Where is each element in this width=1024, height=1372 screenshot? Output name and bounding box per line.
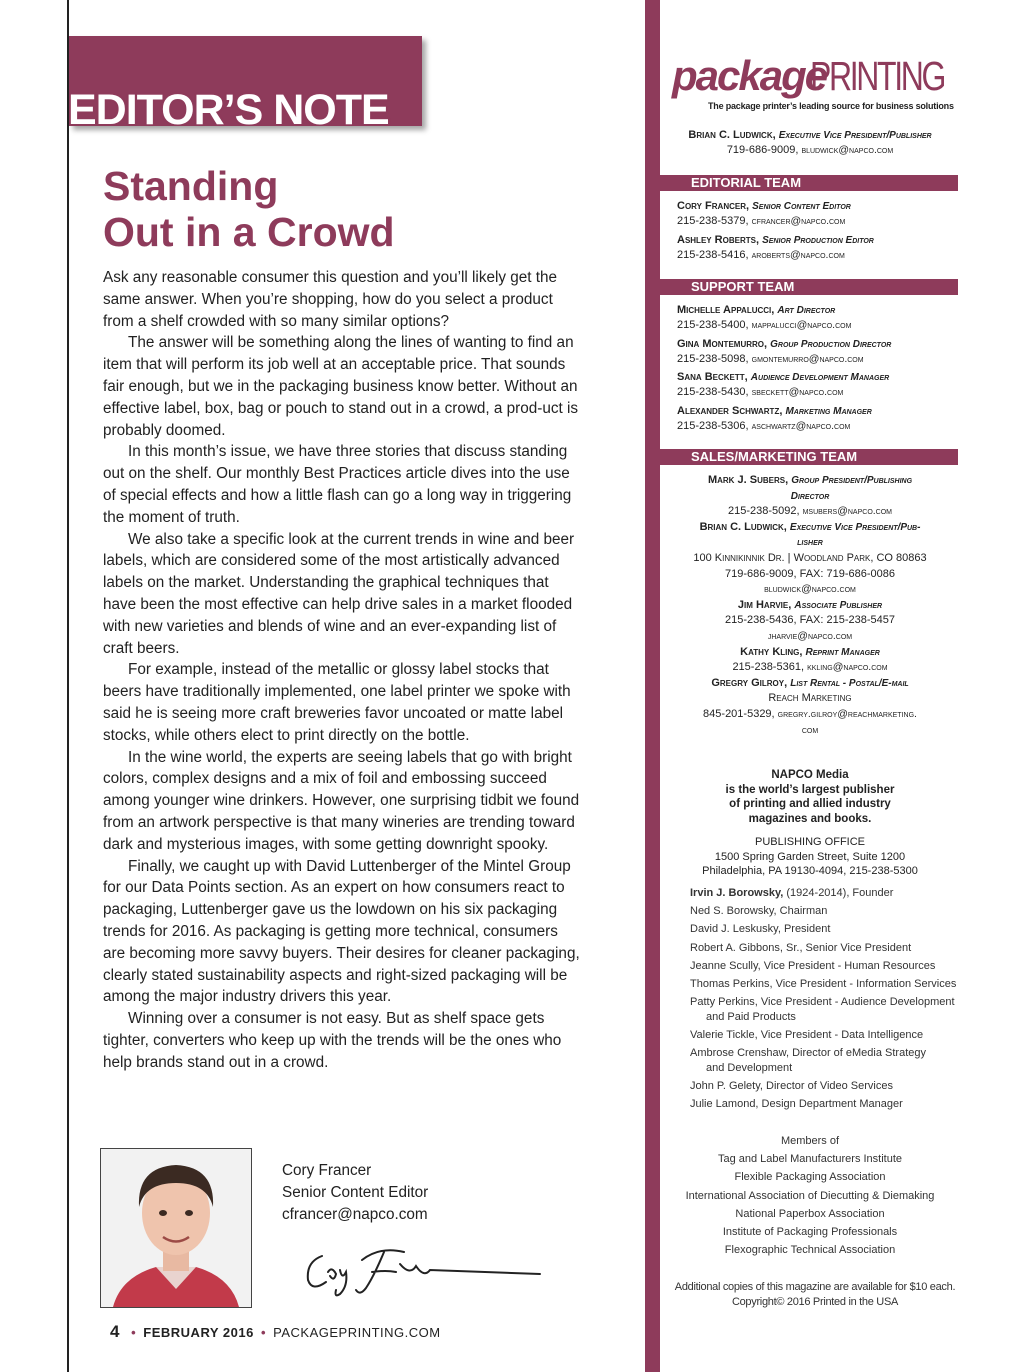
napco-staff-list [690, 886, 960, 1115]
napco-media-statement: NAPCO Media is the world’s largest publisher of printing and allied industry magazines and books. [725, 769, 895, 825]
logo-package: package [672, 52, 827, 99]
author-portrait-image [101, 1149, 251, 1307]
headline-line-2: Out in a Crowd [103, 209, 395, 255]
publisher-name: Brian C. Ludwick, [688, 129, 776, 141]
article-body [103, 267, 583, 1073]
sales-marketing-team-header: SALES/MARKETING TEAM [660, 449, 958, 465]
list-item: Ashley Roberts, Senior Production Editor 215-238-5416, aroberts@napco.com [677, 234, 874, 261]
copies-and-copyright: Additional copies of this magazine are available for $10 each. Copyright© 2016 Printed in the USA [674, 1281, 956, 1308]
editorial-team-header: EDITORIAL TEAM [660, 175, 958, 191]
article-paragraph: In the wine world, the experts are seeing labels that go with bright colors, complex designs and a mix of foil and embossing succeed among younger wine drinkers. However, one surprising tidbit we found from an artwork perspective is that many wineries are trending toward dark and mysterious images, with some getting downright spooky. [103, 748, 580, 853]
handwritten-signature [300, 1236, 545, 1298]
footer-website[interactable]: PACKAGEPRINTING.COM [273, 1325, 441, 1340]
list-item: Ambrose Crenshaw, Director of eMedia Strategy and Development [690, 1047, 926, 1074]
list-item: Patty Perkins, Vice President - Audience Development and Paid Products [690, 996, 955, 1023]
list-item: John P. Gelety, Director of Video Services [690, 1079, 893, 1092]
list-item: Gina Montemurro, Group Production Director 215-238-5098, gmontemurro@napco.com [677, 337, 892, 365]
list-item: Thomas Perkins, Vice President - Information Services [690, 977, 957, 990]
headline-line-1: Standing [103, 163, 279, 209]
article-paragraph: Winning over a consumer is not easy. But as shelf space gets tighter, converters who keep up with the trends will be the ones who help brands stand out in a crowd. [103, 1010, 562, 1071]
publisher-block [660, 128, 960, 157]
list-item: Jeanne Scully, Vice President - Human Resources [690, 959, 936, 972]
article-headline [103, 163, 623, 255]
publishing-office: PUBLISHING OFFICE 1500 Spring Garden Street, Suite 1200 Philadelphia, PA 19130-4094, 215-238-5300 [702, 836, 918, 878]
author-name: Cory Francer [282, 1162, 372, 1179]
article-paragraph: For example, instead of the metallic or glossy label stocks that beers have traditionally implemented, one label printer we spoke with said he is seeing more craft breweries favor uncoated or matte label stocks, while others elect to print directly on the bottle. [103, 661, 571, 744]
list-item: Cory Francer, Senior Content Editor 215-238-5379, cfrancer@napco.com [677, 200, 851, 227]
logo-printing: PRINTING [810, 53, 945, 99]
list-item: Robert A. Gibbons, Sr., Senior Vice President [690, 941, 912, 954]
editorial-team-list [660, 199, 960, 262]
publisher-email[interactable]: bludwick@napco.com [801, 144, 894, 156]
page-number: 4 [110, 1322, 120, 1341]
footer-bullet: • [131, 1325, 137, 1340]
list-item: Julie Lamond, Design Department Manager [690, 1098, 903, 1111]
author-email[interactable]: cfrancer@napco.com [282, 1206, 428, 1223]
list-item: Valerie Tickle, Vice President - Data Intelligence [690, 1028, 924, 1041]
list-item: Alexander Schwartz, Marketing Manager 215-238-5306, aschwartz@napco.com [677, 404, 872, 432]
editors-note-title: EDITOR’S NOTE [68, 86, 389, 134]
list-item: Sana Beckett, Audience Development Manager 215-238-5430, sbeckett@napco.com [677, 371, 890, 398]
support-team-list [660, 303, 960, 433]
author-title: Senior Content Editor [282, 1184, 429, 1201]
list-item: Ned S. Borowsky, Chairman [690, 905, 828, 918]
footer-issue-date: FEBRUARY 2016 [143, 1325, 254, 1340]
list-item: Michelle Appalucci, Art Director 215-238-5400, mappalucci@napco.com [677, 304, 852, 331]
author-photo [100, 1148, 252, 1308]
article-paragraph: The answer will be something along the lines of wanting to find an item that will perform its job well at an acceptable price. That sounds fair enough, but we in the packaging business know better. Without an effective label, box, bag or pouch to stand out in a crowd, a prod-uct is probably doomed. [103, 334, 579, 439]
publisher-title: Executive Vice President/Publisher [778, 130, 932, 141]
support-team-header: SUPPORT TEAM [660, 279, 958, 295]
logo-tagline: The package printer’s leading source for business solutions [708, 101, 954, 111]
sales-team-list: Mark J. Subers, Group President/Publishing Director 215-238-5092, msubers@napco.com Brian C. Ludwick, Executive Vice President/Pub- lisher 100 Kinnikinnik Dr. | Woodland Park, CO 80863 719-686-9009, FAX: 719-686-0086 bludwick@napco.com Jim Harvie, Associate Publisher 215-238-5436, FAX: 215-238-5457 jharvie@napco.com Kathy Kling, Reprint Manager 215-238-5361, kkling@napco.com Gregry Gilroy, List Rental - Postal/E-mail Reach Marketing 845-201-5329, gregry.gilroy@reachmarketing. com [693, 474, 927, 736]
article-paragraph: Ask any reasonable consumer this question and you’ll likely get the same answer. When you’re shopping, how do you select a product from a shelf crowded with so many similar options? [103, 269, 558, 330]
package-printing-logo [672, 50, 960, 102]
left-rule [67, 0, 69, 1372]
footer-bullet: • [260, 1325, 267, 1340]
article-paragraph: Finally, we caught up with David Luttenberger of the Mintel Group for our Data Points section. As an expert on how consumers react to packaging, Luttenberger gave us the lowdown on his six packaging trends for 2016. As packaging is getting more technical, consumers are becoming more savvy buyers. Their desires for cleaner packaging, clearly stated sustainability aspects and right-sized packaging will be among the major industry drivers this year. [103, 857, 580, 1006]
page-footer [110, 1322, 441, 1342]
list-item: Irvin J. Borowsky, (1924-2014), Founder [690, 887, 894, 899]
publisher-phone: 719-686-9009, [726, 144, 799, 156]
author-signature-block [282, 1160, 428, 1226]
list-item: David J. Leskusky, President [690, 923, 831, 936]
masthead-divider-bar [645, 0, 660, 1372]
memberships-list: Members of Tag and Label Manufacturers Institute Flexible Packaging Association International Association of Diecutting & Diemaking National Paperbox Association Institute of Packaging Professionals Flexographic Technical Association [685, 1135, 935, 1257]
article-paragraph: In this month’s issue, we have three stories that discuss standing out on the shelf. Our monthly Best Practices article dives into the use of special effects and how a little flash can go a long way in triggering the moment of truth. [103, 443, 572, 526]
article-paragraph: We also take a specific look at the current trends in wine and beer labels, which are considered some of the most artistically advanced labels on the market. Understanding the graphical techniques that have been the most effective can help drive sales in a market flooded with new varieties and blends of wine and an ever-expanding list of craft beers. [103, 530, 575, 657]
